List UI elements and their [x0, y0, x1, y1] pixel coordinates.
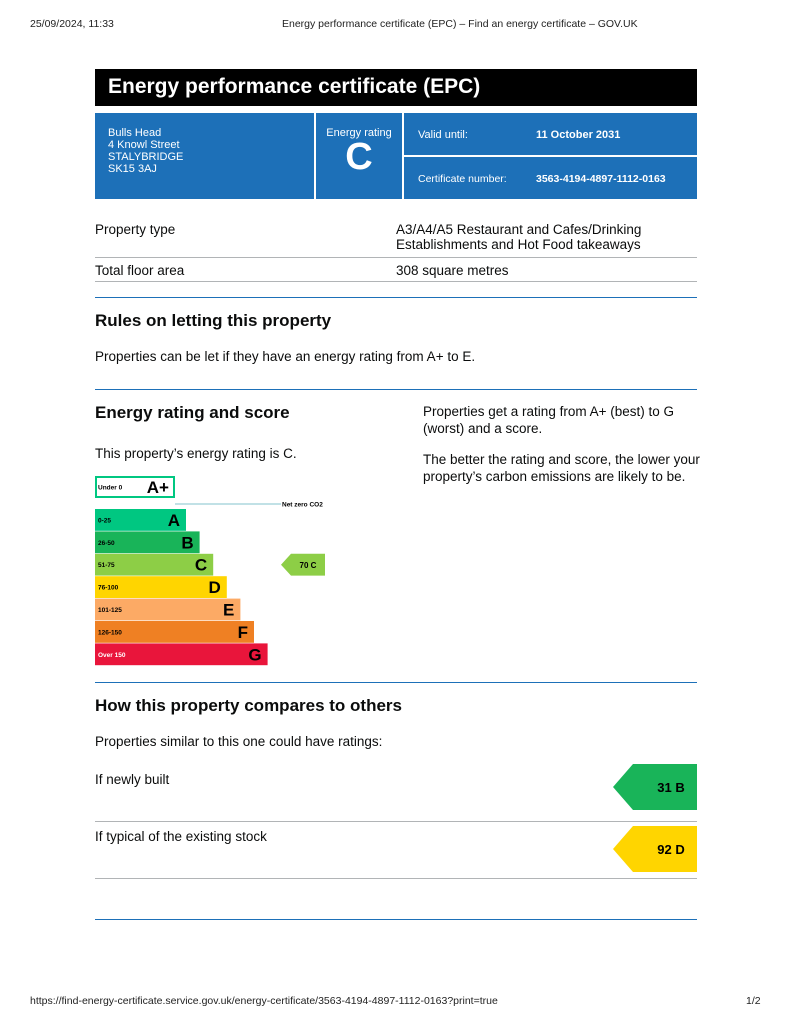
compare-heading: How this property compares to others: [95, 696, 402, 715]
energy-rating-chart-svg: [95, 476, 335, 671]
compare-arrow-typical: [613, 826, 697, 872]
rating-band-letter: A: [167, 510, 180, 530]
rating-band-letter: E: [223, 600, 235, 620]
floor-area-value: 308 square metres: [396, 263, 509, 278]
rating-band-range: 26-50: [98, 539, 115, 547]
address-line: SK15 3AJ: [108, 163, 157, 175]
section-divider: [95, 682, 697, 683]
compare-row-label: If typical of the existing stock: [95, 829, 267, 844]
energy-explainer-2: The better the rating and score, the lower your property’s carbon emissions are likely to be.: [423, 452, 700, 484]
energy-rating-box: [316, 113, 402, 199]
section-divider: [95, 297, 697, 298]
rating-band-letter: C: [194, 555, 208, 575]
energy-rating-letter: C: [345, 136, 373, 178]
compare-section: [95, 696, 697, 879]
energy-section: [95, 390, 700, 682]
rating-band-letter: G: [248, 645, 262, 665]
compare-row-typical: [95, 828, 697, 879]
epc-summary: [95, 113, 697, 199]
letting-section: [95, 311, 697, 365]
letting-text: Properties can be let if they have an energy rating from A+ to E.: [95, 349, 476, 364]
compare-intro: Properties similar to this one could have ratings:: [95, 734, 383, 749]
rating-band-letter: D: [208, 578, 221, 598]
rating-band-letter: F: [237, 622, 248, 642]
rating-band-range: Over 150: [98, 651, 126, 659]
energy-rating-text: This property’s energy rating is C.: [95, 446, 297, 461]
property-type-label: Property type: [95, 222, 176, 237]
address-line: 4 Knowl Street: [108, 139, 180, 151]
property-details: [95, 222, 697, 282]
rating-band-range: 0-25: [98, 517, 112, 525]
valid-until-label: Valid until:: [418, 129, 468, 141]
certificate-number-box: [404, 157, 697, 199]
address-line: STALYBRIDGE: [108, 151, 184, 163]
rating-band-range: 101-125: [98, 607, 122, 614]
rating-band-letter: A+: [146, 478, 169, 497]
floor-area-label: Total floor area: [95, 263, 185, 278]
valid-until-value: 11 October 2031: [536, 129, 621, 141]
print-page-title: Energy performance certificate (EPC) – Find an energy certificate – GOV.UK: [282, 18, 638, 30]
energy-heading: Energy rating and score: [95, 403, 290, 422]
current-rating-label: 70 C: [299, 560, 317, 570]
rating-band-range: 76-100: [98, 584, 119, 592]
valid-until-box: [404, 113, 697, 155]
compare-row-new: [95, 771, 697, 822]
certificate-content: [95, 69, 700, 920]
property-address: [95, 113, 314, 199]
address-line: Bulls Head: [108, 127, 162, 139]
property-type-row: [95, 222, 697, 258]
rating-band-letter: B: [181, 533, 194, 553]
rating-arrow-label: 92 D: [657, 842, 685, 857]
rating-arrow-label: 31 B: [657, 780, 685, 795]
print-page-number: 1/2: [746, 995, 761, 1007]
property-type-value: A3/A4/A5 Restaurant and Cafes/Drinking Establishments and Hot Food takeaways: [396, 222, 642, 252]
print-url: https://find-energy-certificate.service.gov.uk/energy-certificate/3563-4194-4897-1112-0163?print=true: [30, 995, 498, 1007]
rating-band-range: 126-150: [98, 629, 122, 637]
net-zero-label: Net zero CO2: [282, 501, 323, 509]
compare-row-label: If newly built: [95, 772, 170, 787]
page-title: Energy performance certificate (EPC): [95, 69, 697, 106]
compare-arrow-new: [613, 764, 697, 810]
section-divider: [95, 919, 697, 920]
energy-rating-chart: [95, 476, 335, 671]
energy-rating-label: Energy rating: [326, 127, 392, 139]
floor-area-row: [95, 258, 697, 282]
certificate-number-value: 3563-4194-4897-1112-0163: [536, 173, 666, 185]
certificate-number-label: Certificate number:: [418, 173, 507, 185]
rating-band-range: Under 0: [98, 484, 123, 492]
letting-heading: Rules on letting this property: [95, 311, 332, 330]
print-datetime: 25/09/2024, 11:33: [30, 18, 114, 30]
energy-explainer-1: Properties get a rating from A+ (best) to G (worst) and a score.: [423, 404, 674, 436]
rating-band-range: 51-75: [98, 562, 115, 570]
